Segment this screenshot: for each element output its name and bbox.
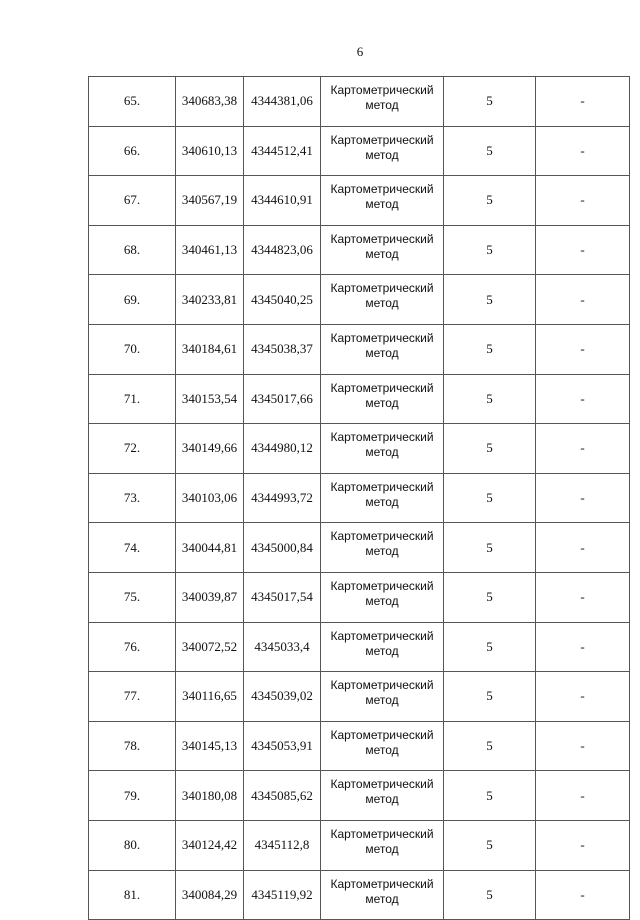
method-line2: метод <box>365 891 399 906</box>
coordinate-x-cell: 340039,87 <box>176 572 244 622</box>
accuracy-cell: 5 <box>444 225 536 275</box>
method-line2: метод <box>365 841 399 856</box>
method-cell <box>321 324 444 374</box>
method-cell <box>321 820 444 870</box>
accuracy-cell: 5 <box>444 672 536 722</box>
method-line1: Картометрический <box>330 132 434 147</box>
method-line1: Картометрический <box>330 628 434 643</box>
method-cell <box>321 77 444 127</box>
point-number-cell: 75. <box>89 572 176 622</box>
accuracy-cell: 5 <box>444 424 536 474</box>
method-cell <box>321 424 444 474</box>
coordinate-y-cell: 4345017,66 <box>244 374 321 424</box>
point-number-cell: 70. <box>89 324 176 374</box>
point-number-cell: 73. <box>89 473 176 523</box>
accuracy-cell: 5 <box>444 324 536 374</box>
method-line2: метод <box>365 197 399 212</box>
coordinate-x-cell: 340567,19 <box>176 176 244 226</box>
table-row <box>89 424 630 474</box>
point-number-cell: 65. <box>89 77 176 127</box>
table-row <box>89 77 630 127</box>
point-number-cell: 81. <box>89 870 176 920</box>
table-row <box>89 374 630 424</box>
method-line2: метод <box>365 742 399 757</box>
point-number-cell: 79. <box>89 771 176 821</box>
coordinate-y-cell: 4345040,25 <box>244 275 321 325</box>
method-cell <box>321 622 444 672</box>
method-line1: Картометрический <box>330 380 434 395</box>
method-cell <box>321 126 444 176</box>
coordinate-y-cell: 4345112,8 <box>244 820 321 870</box>
note-cell: - <box>536 275 630 325</box>
method-line1: Картометрический <box>330 430 434 445</box>
point-number-cell: 76. <box>89 622 176 672</box>
table-row <box>89 771 630 821</box>
coordinate-x-cell: 340149,66 <box>176 424 244 474</box>
table-row <box>89 721 630 771</box>
coordinate-y-cell: 4345119,92 <box>244 870 321 920</box>
note-cell: - <box>536 721 630 771</box>
method-line1: Картометрический <box>330 330 434 345</box>
note-cell: - <box>536 523 630 573</box>
coordinate-x-cell: 340683,38 <box>176 77 244 127</box>
point-number-cell: 67. <box>89 176 176 226</box>
note-cell: - <box>536 771 630 821</box>
note-cell: - <box>536 672 630 722</box>
point-number-cell: 69. <box>89 275 176 325</box>
method-cell <box>321 672 444 722</box>
method-cell <box>321 275 444 325</box>
method-line1: Картометрический <box>330 727 434 742</box>
method-line2: метод <box>365 147 399 162</box>
coordinate-x-cell: 340233,81 <box>176 275 244 325</box>
method-line2: метод <box>365 98 399 112</box>
accuracy-cell: 5 <box>444 771 536 821</box>
table-row <box>89 473 630 523</box>
coordinate-y-cell: 4345085,62 <box>244 771 321 821</box>
coordinate-x-cell: 340084,29 <box>176 870 244 920</box>
coordinate-x-cell: 340124,42 <box>176 820 244 870</box>
method-line1: Картометрический <box>330 678 434 693</box>
method-line1: Картометрический <box>330 479 434 494</box>
point-number-cell: 74. <box>89 523 176 573</box>
table-row <box>89 870 630 920</box>
method-cell <box>321 374 444 424</box>
note-cell: - <box>536 77 630 127</box>
table-row <box>89 176 630 226</box>
coordinate-y-cell: 4345017,54 <box>244 572 321 622</box>
accuracy-cell: 5 <box>444 820 536 870</box>
method-line2: метод <box>365 246 399 261</box>
accuracy-cell: 5 <box>444 126 536 176</box>
note-cell: - <box>536 424 630 474</box>
note-cell: - <box>536 820 630 870</box>
page-number: 6 <box>356 44 364 59</box>
coordinate-x-cell: 340116,65 <box>176 672 244 722</box>
accuracy-cell: 5 <box>444 275 536 325</box>
method-line2: метод <box>365 395 399 410</box>
method-cell <box>321 225 444 275</box>
coordinates-table-body <box>89 77 630 920</box>
note-cell: - <box>536 622 630 672</box>
accuracy-cell: 5 <box>444 572 536 622</box>
note-cell: - <box>536 225 630 275</box>
point-number-cell: 71. <box>89 374 176 424</box>
coordinate-x-cell: 340461,13 <box>176 225 244 275</box>
method-line1: Картометрический <box>330 826 434 841</box>
accuracy-cell: 5 <box>444 176 536 226</box>
note-cell: - <box>536 870 630 920</box>
coordinate-x-cell: 340610,13 <box>176 126 244 176</box>
method-line2: метод <box>365 544 399 559</box>
coordinate-y-cell: 4345000,84 <box>244 523 321 573</box>
method-cell <box>321 473 444 523</box>
method-line1: Картометрический <box>330 777 434 792</box>
method-line2: метод <box>365 445 399 460</box>
method-cell <box>321 870 444 920</box>
method-line1: Картометрический <box>330 578 434 593</box>
table-row <box>89 225 630 275</box>
note-cell: - <box>536 374 630 424</box>
method-line2: метод <box>365 792 399 807</box>
table-row <box>89 572 630 622</box>
coordinate-y-cell: 4345038,37 <box>244 324 321 374</box>
coordinate-y-cell: 4344993,72 <box>244 473 321 523</box>
method-cell <box>321 523 444 573</box>
table-row <box>89 126 630 176</box>
accuracy-cell: 5 <box>444 374 536 424</box>
method-line1: Картометрический <box>330 182 434 197</box>
table-row <box>89 820 630 870</box>
coordinate-y-cell: 4344610,91 <box>244 176 321 226</box>
method-line2: метод <box>365 693 399 708</box>
method-line1: Картометрический <box>330 231 434 246</box>
table-row <box>89 523 630 573</box>
method-line1: Картометрический <box>330 529 434 544</box>
method-line2: метод <box>365 593 399 608</box>
method-cell <box>321 572 444 622</box>
coordinate-x-cell: 340072,52 <box>176 622 244 672</box>
accuracy-cell: 5 <box>444 77 536 127</box>
table-row <box>89 275 630 325</box>
note-cell: - <box>536 126 630 176</box>
method-line1: Картометрический <box>330 83 434 97</box>
method-cell <box>321 771 444 821</box>
coordinate-y-cell: 4345053,91 <box>244 721 321 771</box>
coordinate-y-cell: 4345039,02 <box>244 672 321 722</box>
coordinate-y-cell: 4344980,12 <box>244 424 321 474</box>
method-line2: метод <box>365 494 399 509</box>
table-row <box>89 672 630 722</box>
method-line1: Картометрический <box>330 876 434 891</box>
accuracy-cell: 5 <box>444 721 536 771</box>
point-number-cell: 77. <box>89 672 176 722</box>
coordinate-y-cell: 4344823,06 <box>244 225 321 275</box>
coordinate-x-cell: 340184,61 <box>176 324 244 374</box>
point-number-cell: 78. <box>89 721 176 771</box>
coordinate-y-cell: 4344381,06 <box>244 77 321 127</box>
coordinates-table <box>88 76 630 920</box>
method-line2: метод <box>365 345 399 360</box>
note-cell: - <box>536 572 630 622</box>
accuracy-cell: 5 <box>444 473 536 523</box>
note-cell: - <box>536 473 630 523</box>
point-number-cell: 68. <box>89 225 176 275</box>
point-number-cell: 80. <box>89 820 176 870</box>
method-cell <box>321 176 444 226</box>
coordinate-y-cell: 4344512,41 <box>244 126 321 176</box>
accuracy-cell: 5 <box>444 622 536 672</box>
coordinate-x-cell: 340103,06 <box>176 473 244 523</box>
method-line1: Картометрический <box>330 281 434 296</box>
coordinate-x-cell: 340153,54 <box>176 374 244 424</box>
note-cell: - <box>536 324 630 374</box>
note-cell: - <box>536 176 630 226</box>
method-line2: метод <box>365 643 399 658</box>
table-row <box>89 324 630 374</box>
table-row <box>89 622 630 672</box>
accuracy-cell: 5 <box>444 870 536 920</box>
point-number-cell: 66. <box>89 126 176 176</box>
point-number-cell: 72. <box>89 424 176 474</box>
coordinate-x-cell: 340044,81 <box>176 523 244 573</box>
coordinate-x-cell: 340145,13 <box>176 721 244 771</box>
coordinate-x-cell: 340180,08 <box>176 771 244 821</box>
accuracy-cell: 5 <box>444 523 536 573</box>
coordinate-y-cell: 4345033,4 <box>244 622 321 672</box>
method-line2: метод <box>365 296 399 311</box>
method-cell <box>321 721 444 771</box>
